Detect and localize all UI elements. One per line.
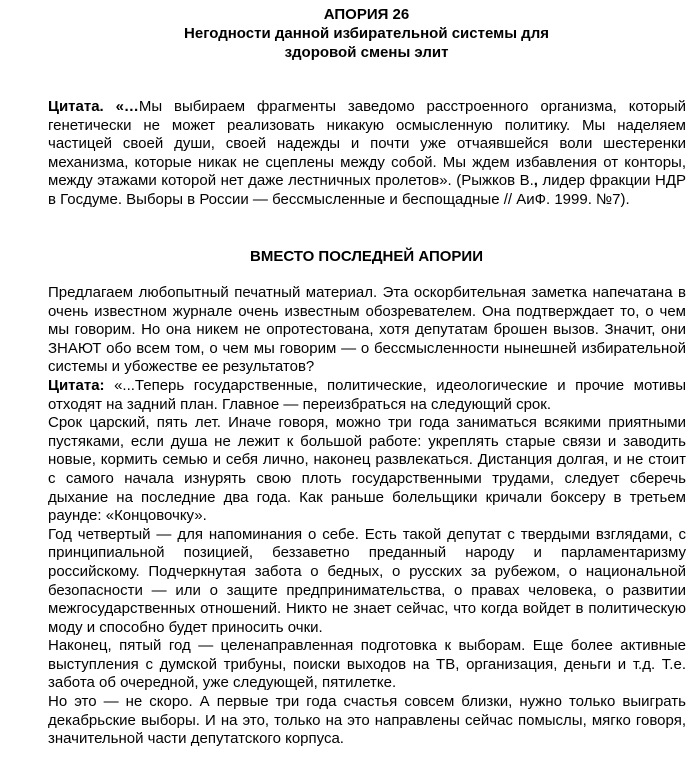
quote-1-paragraph bbox=[48, 98, 686, 210]
subtitle-line-2: здоровой смены элит bbox=[284, 44, 449, 61]
body-paragraph: Срок царский, пять лет. Иначе говоря, можно три года заниматься всякими приятными пустяками, если душа не лежит к большой работе: укреплять старые связи и заводить новые, кормить семью и себя лично, наконец развлекаться. Дистанция долгая, и не стоит с самого начала изнурять свою плоть государственными трудами, следует сберечь дыхание на последние два года. Как раньше болельщики кричали боксеру в третьем раунде: «Концовочку». bbox=[48, 414, 686, 525]
quote-block-1 bbox=[48, 98, 686, 210]
quote-1-label: Цитата. bbox=[48, 98, 104, 115]
quote-1-comma: , bbox=[533, 172, 538, 190]
quote-1-source: лидер фракции НДР в Госдуме. Выборы в России — бессмысленные и беспощадные // АиФ. 1999. №7). bbox=[48, 172, 686, 208]
body-paragraph: Год четвертый — для напоминания о себе. Есть такой депутат с твердыми взглядами, с принципиальной позицией, беззаветно преданный народу и парламентаризму российскому. Подчеркнутая забота о бедных, о русских за рубежом, о национальной безопасности — или о защите предпринимательства, о правах человека, о развитии межгосударственных отношений. Никто не знает сейчас, что когда войдет в политическую моду и способно будет приносить очки. bbox=[48, 525, 686, 636]
quote-2-paragraph bbox=[48, 377, 686, 414]
quote-2-text: «...Теперь государственные, политические, идеологические и прочие мотивы отходят на задний план. Главное — переизбраться на следующий срок. bbox=[48, 376, 686, 413]
body-paragraph: Наконец, пятый год — целенаправленная подготовка к выборам. Еще более активные выступления с думской трибуны, поиски выходов на ТВ, организация, деньги и т.д. Т.е. забота об очередной, уже следующей, пятилетке. bbox=[48, 637, 686, 692]
quote-2-label: Цитата: bbox=[48, 376, 105, 394]
body-paragraph: Но это — не скоро. А первые три года счастья совсем близки, нужно только выиграть декабрьские выборы. И на это, только на это направлены сейчас помыслы, мягко говоря, значительной части депутатского корпуса. bbox=[48, 693, 686, 748]
quote-1-open: «… bbox=[103, 98, 139, 115]
body-block bbox=[48, 284, 686, 749]
quote-1-text: Мы выбираем фрагменты заведомо расстроенного организма, который генетически не может реализовать никакую осмысленную политику. Мы наделяем частицей своей души, своей надежды и почти уже отчаявшейся воли шестеренки механизма, которые никак не сцеплены между собой. Мы ждем избавления от конторы, между этажами которой нет даже лестничных пролетов». (Рыжков В. bbox=[48, 98, 686, 190]
section-heading: ВМЕСТО ПОСЛЕДНЕЙ АПОРИИ bbox=[250, 248, 483, 265]
subtitle-line-1: Негодности данной избирательной системы для bbox=[184, 25, 549, 42]
page-title: АПОРИЯ 26 bbox=[323, 6, 410, 23]
intro-paragraph: Предлагаем любопытный печатный материал. Эта оскорбительная заметка напечатана в очень известном журнале очень известным обозревателем. Она подтверждает то, о чем мы говорим. Но она никем не опротестована, хотя депутатам брошен вызов. Значит, они ЗНАЮТ обо всем том, о чем мы говорим — о бессмысленности нынешней избирательной системы и убожестве ее результатов? bbox=[48, 284, 686, 376]
